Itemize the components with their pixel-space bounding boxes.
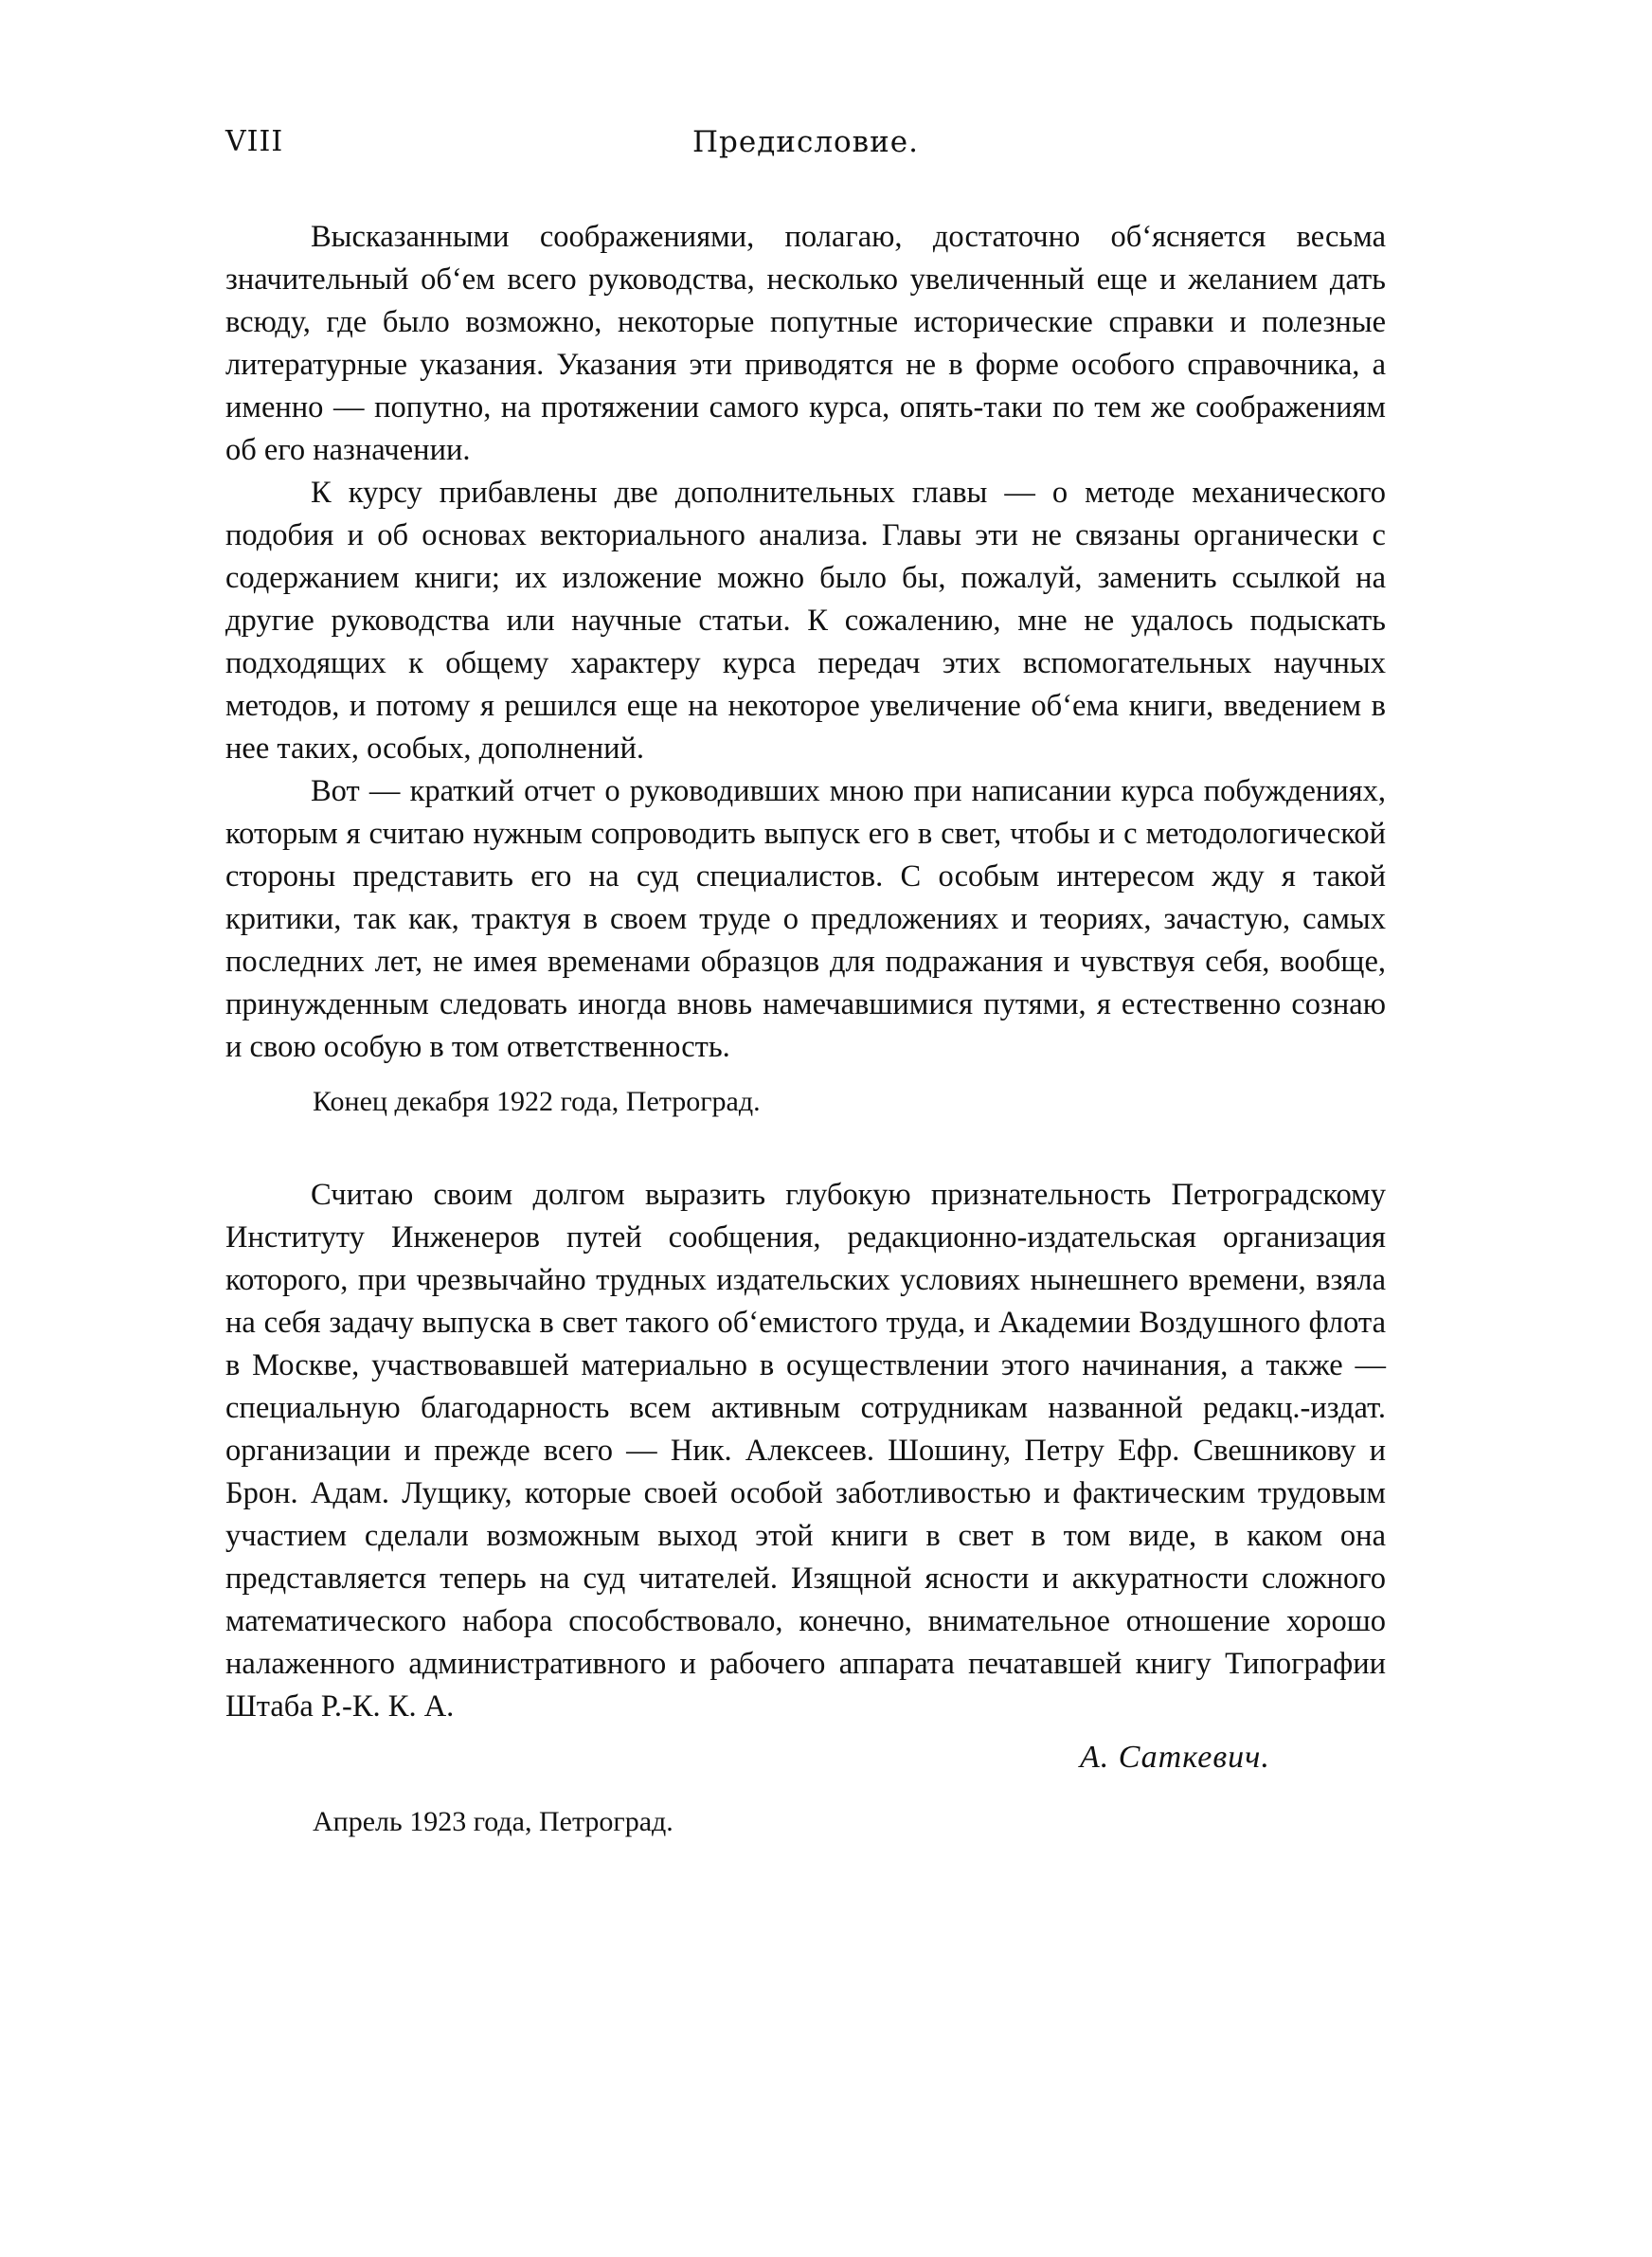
acknowledgement-date: Апрель 1923 года, Петроград.	[313, 1806, 673, 1837]
preface-paragraph-2: К курсу прибавлены две дополнительных главы — о методе механического подобия и об основах векториального анализа. Главы эти не связаны органически с содержанием книги; их изложение можно было бы, пожалуй, заменить ссылкой на другие руководства или научные статьи. К сожалению, мне не удалось подыскать подходящих к общему характеру курса передач этих вспомогательных научных методов, и потому я решился еще на некоторое увеличение об‘ема книги, введением в нее таких, особых, дополнений.	[225, 476, 1386, 766]
page-number: VIII	[225, 125, 284, 158]
page-header	[225, 125, 1386, 172]
preface-date: Конец декабря 1922 года, Петроград.	[313, 1086, 761, 1117]
acknowledgement-paragraph: Считаю своим долгом выразить глубокую признательность Петроградскому Институту Инженеров путей сообщения, редакционно-издательская организация которого, при чрезвычайно трудных издательских условиях нынешнего времени, взяла на себя задачу выпуска в свет такого об‘емистого труда, и Академии Воздушного флота в Москве, участвовавшей материально в осуществлении этого начинания, а также — специальную благодарность всем активным сотрудникам названной редакц.-издат. организации и прежде всего — Ник. Алексеев. Шошину, Петру Ефр. Свешникову и Брон. Адам. Лущику, которые своей особой заботливостью и фактическим трудовым участием сделали возможным выход этой книги в свет в том виде, в каком она представляется теперь на суд читателей. Изящной ясности и аккуратности сложного математического набора способствовало, конечно, внимательное отношение хорошо налаженного административного и рабочего аппарата печатавшей книгу Типографии Штаба Р.-К. К. А.	[225, 1178, 1386, 1724]
preface-paragraph-1: Высказанными соображениями, полагаю, достаточно об‘ясняется весьма значительный об‘ем всего руководства, несколько увеличенный еще и желанием дать всюду, где было возможно, некоторые попутные исторические справки и полезные литературные указания. Указания эти приводятся не в форме особого справочника, а именно — попутно, на протяжении самого курса, опять-таки по тем же соображениям об его назначении.	[225, 220, 1386, 467]
running-title: Предисловие.	[691, 125, 919, 159]
author-signature: А. Саткевич.	[1080, 1740, 1270, 1775]
preface-paragraph-3: Вот — краткий отчет о руководивших мною при написании курса побуждениях, которым я считаю нужным сопроводить выпуск его в свет, чтобы и с методологической стороны представить его на суд специалистов. С особым интересом жду я такой критики, так как, трактуя в своем труде о предложениях и теориях, зачастую, самых последних лет, не имея временами образцов для подражания и чувствуя себя, вообще, принужденным следовать иногда вновь намечавшимися путями, я естественно сознаю и свою особую в том ответственность.	[225, 774, 1386, 1064]
preface-text	[225, 216, 1386, 1069]
acknowledgement-text	[225, 1174, 1386, 1728]
